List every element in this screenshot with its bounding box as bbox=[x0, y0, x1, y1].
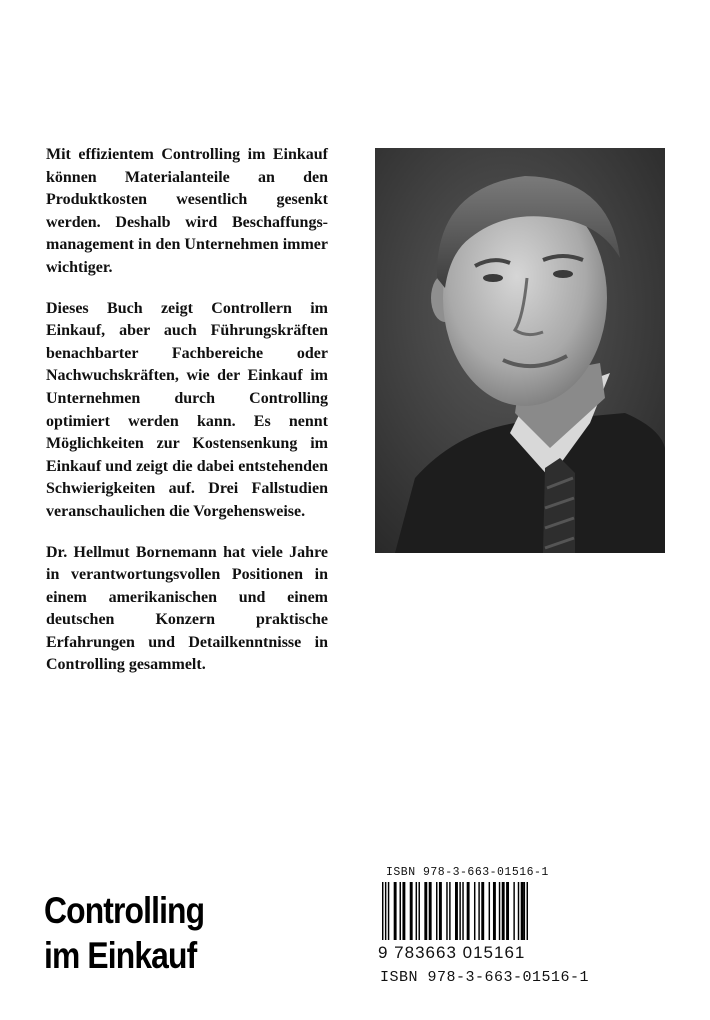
book-title-line-1: Controlling bbox=[44, 890, 205, 931]
barcode-bar bbox=[467, 882, 470, 940]
barcode-bar bbox=[459, 882, 460, 940]
barcode-bar bbox=[521, 882, 524, 940]
barcode-digits: 9 783663 015161 bbox=[378, 943, 526, 962]
barcode-bar bbox=[446, 882, 447, 940]
barcode-bar bbox=[524, 882, 525, 940]
barcode-bar bbox=[388, 882, 389, 940]
barcode-bar bbox=[502, 882, 505, 940]
barcode-bar bbox=[527, 882, 528, 940]
blurb-paragraph-2: Dieses Buch zeigt Controllern im Einkauf, aber auch Führungskräften benachbarter Fachbereiche oder Nachwuchskräften, wie der Einkauf im Unternehmen durch Controlling optimiert werden kann. Es nennt Möglichkeiten zur Kostensenkung im Einkauf und zeigt die dabei entstehenden Schwierigkeiten auf. Drei Fallstudien veranschaulichen die Vorgehensweise. bbox=[46, 299, 328, 520]
author-portrait bbox=[375, 148, 665, 553]
barcode-bar bbox=[402, 882, 405, 940]
barcode-bar bbox=[439, 882, 442, 940]
book-title-line-2: im Einkauf bbox=[44, 935, 197, 976]
barcode-bar bbox=[400, 882, 401, 940]
barcode-bar bbox=[455, 882, 458, 940]
book-title bbox=[44, 888, 204, 978]
isbn-label-top: ISBN 978-3-663-01516-1 bbox=[386, 866, 549, 879]
barcode-bar bbox=[385, 882, 386, 940]
barcode-bar bbox=[449, 882, 450, 940]
barcode-bar bbox=[481, 882, 484, 940]
isbn-barcode-block bbox=[378, 866, 588, 986]
isbn-label-bottom: ISBN 978-3-663-01516-1 bbox=[380, 969, 590, 986]
back-cover-blurb bbox=[46, 144, 328, 695]
barcode-bar bbox=[489, 882, 490, 940]
barcode-bar bbox=[478, 882, 479, 940]
barcode-bar bbox=[513, 882, 514, 940]
blurb-paragraph-1: Mit effizientem Controlling im Einkauf können Materialanteile an den Produktkosten wesentlich gesenkt werden. Deshalb wird Beschaffungsmanagement in den Unternehmen immer wichtiger. bbox=[46, 146, 328, 276]
barcode-bar bbox=[474, 882, 475, 940]
barcode-bar bbox=[382, 882, 383, 940]
barcode-bar bbox=[436, 882, 437, 940]
barcode-bar bbox=[410, 882, 413, 940]
barcode-bar bbox=[462, 882, 463, 940]
blurb-paragraph-3: Dr. Hellmut Bornemann hat viele Jahre in verantwortungsvollen Positionen in einem amerikanischen und einem deutschen Konzern praktische Erfahrungen und Detailkenntnisse in Controlling gesammelt. bbox=[46, 543, 328, 674]
barcode-bar bbox=[416, 882, 417, 940]
barcode-bar bbox=[429, 882, 432, 940]
barcode-bar bbox=[518, 882, 519, 940]
barcode-bar bbox=[506, 882, 509, 940]
barcode-bar bbox=[394, 882, 397, 940]
barcode-bar bbox=[499, 882, 500, 940]
barcode-bar bbox=[419, 882, 420, 940]
barcode-bar bbox=[493, 882, 496, 940]
barcode-image bbox=[380, 882, 530, 940]
barcode-bar bbox=[424, 882, 427, 940]
